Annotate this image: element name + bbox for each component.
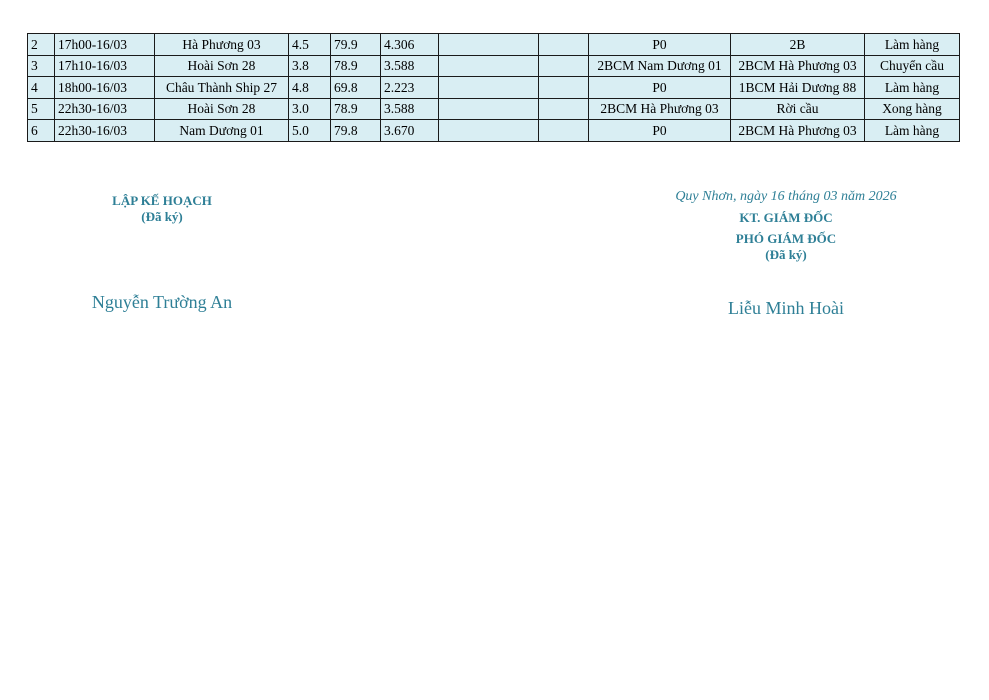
empty-cell: [539, 77, 589, 99]
to-position-cell: 2B: [731, 34, 865, 56]
from-position-cell: 2BCM Hà Phương 03: [589, 98, 731, 120]
length-cell: 79.9: [331, 34, 381, 56]
from-position-cell: P0: [589, 34, 731, 56]
director-title: PHÓ GIÁM ĐỐC: [735, 231, 837, 246]
length-cell: 69.8: [331, 77, 381, 99]
table-row: [28, 77, 960, 99]
ship-name-cell: Hà Phương 03: [155, 34, 289, 56]
schedule-body: [28, 34, 960, 142]
draft-cell: 5.0: [289, 120, 331, 142]
row-number-cell: 6: [28, 120, 55, 142]
to-position-cell: 2BCM Hà Phương 03: [731, 55, 865, 77]
time-cell: 17h10-16/03: [55, 55, 155, 77]
draft-cell: 4.5: [289, 34, 331, 56]
tonnage-cell: 3.670: [381, 120, 439, 142]
length-cell: 78.9: [331, 55, 381, 77]
time-cell: 18h00-16/03: [55, 77, 155, 99]
tonnage-cell: 2.223: [381, 77, 439, 99]
task-cell: Làm hàng: [865, 77, 960, 99]
draft-cell: 4.8: [289, 77, 331, 99]
ship-name-cell: Hoài Sơn 28: [155, 98, 289, 120]
empty-cell: [439, 34, 539, 56]
planner-signed-note: (Đã ký): [141, 209, 183, 224]
table-row: [28, 98, 960, 120]
time-cell: 22h30-16/03: [55, 120, 155, 142]
planner-title: LẬP KẾ HOẠCH: [112, 193, 212, 208]
length-cell: 79.8: [331, 120, 381, 142]
task-cell: Xong hàng: [865, 98, 960, 120]
table-row: [28, 34, 960, 56]
time-cell: 17h00-16/03: [55, 34, 155, 56]
planner-name: Nguyễn Trường An: [91, 292, 233, 312]
from-position-cell: P0: [589, 120, 731, 142]
ship-name-cell: Nam Dương 01: [155, 120, 289, 142]
draft-cell: 3.8: [289, 55, 331, 77]
tonnage-cell: 3.588: [381, 55, 439, 77]
empty-cell: [439, 77, 539, 99]
length-cell: 78.9: [331, 98, 381, 120]
draft-cell: 3.0: [289, 98, 331, 120]
director-signature-block: [636, 188, 936, 328]
empty-cell: [539, 120, 589, 142]
task-cell: Chuyển cầu: [865, 55, 960, 77]
ship-schedule-table: [27, 33, 960, 142]
director-signed-note: (Đã ký): [765, 247, 807, 262]
empty-cell: [539, 55, 589, 77]
row-number-cell: 5: [28, 98, 55, 120]
to-position-cell: Rời cầu: [731, 98, 865, 120]
row-number-cell: 3: [28, 55, 55, 77]
director-name: Liễu Minh Hoài: [728, 298, 844, 318]
ship-name-cell: Châu Thành Ship 27: [155, 77, 289, 99]
ship-name-cell: Hoài Sơn 28: [155, 55, 289, 77]
row-number-cell: 2: [28, 34, 55, 56]
empty-cell: [439, 120, 539, 142]
task-cell: Làm hàng: [865, 120, 960, 142]
from-position-cell: P0: [589, 77, 731, 99]
director-title-deputy: KT. GIÁM ĐỐC: [739, 210, 833, 225]
document-date: Quy Nhơn, ngày 16 tháng 03 năm 2026: [675, 189, 897, 204]
empty-cell: [539, 98, 589, 120]
row-number-cell: 4: [28, 77, 55, 99]
table-row: [28, 120, 960, 142]
time-cell: 22h30-16/03: [55, 98, 155, 120]
planner-signature-block: [62, 193, 262, 323]
tonnage-cell: 3.588: [381, 98, 439, 120]
empty-cell: [539, 34, 589, 56]
table-row: [28, 55, 960, 77]
tonnage-cell: 4.306: [381, 34, 439, 56]
empty-cell: [439, 98, 539, 120]
to-position-cell: 1BCM Hải Dương 88: [731, 77, 865, 99]
to-position-cell: 2BCM Hà Phương 03: [731, 120, 865, 142]
task-cell: Làm hàng: [865, 34, 960, 56]
empty-cell: [439, 55, 539, 77]
from-position-cell: 2BCM Nam Dương 01: [589, 55, 731, 77]
